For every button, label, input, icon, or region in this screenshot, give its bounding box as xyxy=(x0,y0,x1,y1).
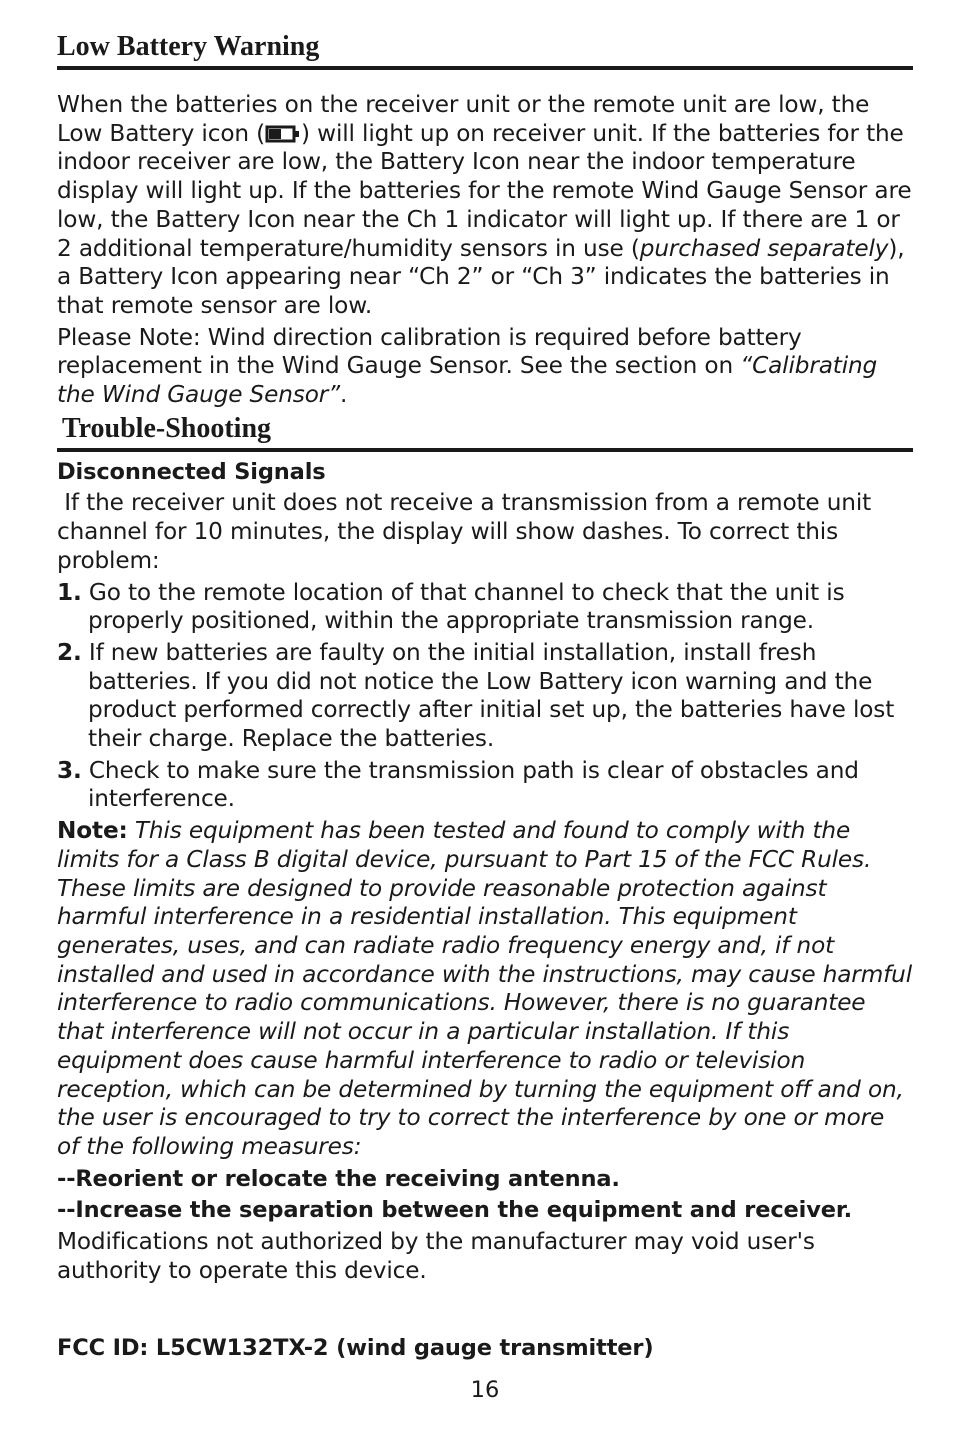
low-battery-heading: Low Battery Warning xyxy=(57,30,913,70)
trouble-shooting-heading: Trouble-Shooting xyxy=(57,412,913,452)
para1-text-a: When the batteries on the receiver unit or the remote unit are low, the Low Battery icon ( xyxy=(57,91,870,147)
measure-2: --Increase the separation between the equipment and receiver. xyxy=(57,1197,852,1224)
trouble-intro: If the receiver unit does not receive a transmission from a remote unit channel for 10 minutes, the display will show dashes. To correct this problem: xyxy=(57,489,879,574)
step-2 xyxy=(57,639,913,754)
para2-italic: “Calibrating the Wind Gauge Sensor” xyxy=(57,352,878,409)
para1-text-c: ), a Battery Icon appearing near “Ch 2” or “Ch 3” indicates the batteries in that remote sensor are low. xyxy=(57,234,905,319)
battery-icon xyxy=(265,124,301,144)
para2-text-a: Please Note: Wind direction calibration is required before battery replacement in the Wind Gauge Sensor. See the section on xyxy=(57,323,802,380)
low-battery-paragraph xyxy=(57,91,913,321)
para1-italic: purchased separately xyxy=(639,234,889,262)
note-label: Note: xyxy=(57,817,128,845)
disconnected-signals-subheading: Disconnected Signals xyxy=(57,458,326,485)
modifications-text: Modifications not authorized by the manufacturer may void user's authority to operate this device. xyxy=(57,1228,815,1284)
step-number: 3. xyxy=(57,756,82,784)
fcc-note xyxy=(57,817,913,1161)
step-text: Check to make sure the transmission path is clear of obstacles and interference. xyxy=(81,756,859,813)
para1-text-b: ) will light up on receiver unit. If the batteries for the indoor receiver are low, the Battery Icon near the indoor temperature display will light up. If the batteries for the remote Wind Gauge Sensor are low, the Battery Icon near the Ch 1 indicator will light up. If there are 1 or 2 additional temperature/humidity sensors in use ( xyxy=(57,119,912,262)
step-1 xyxy=(57,579,913,636)
step-text: Go to the remote location of that channel to check that the unit is properly positioned, within the appropriate transmission range. xyxy=(81,578,845,635)
measure-1: --Reorient or relocate the receiving antenna. xyxy=(57,1165,620,1192)
note-text: This equipment has been tested and found to comply with the limits for a Class B digital device, pursuant to Part 15 of the FCC Rules. These limits are designed to provide reasonable protection against harmful interference in a residential installation. This equipment generates, uses, and can radiate radio frequency energy and, if not installed and used in accordance with the instructions, may cause harmful interference to radio communications. However, there is no guarantee that interference will not occur in a particular installation. If this equipment does cause harmful interference to radio or television reception, which can be determined by turning the equipment off and on, the user is encouraged to try to correct the interference by one or more of the following measures: xyxy=(57,817,912,1160)
para2-text-b: . xyxy=(340,381,348,409)
step-text: If new batteries are faulty on the initial installation, install fresh batteries. If you did not notice the Low Battery icon warning and the product performed correctly after initial set up, the batteries have lost their charge. Replace the batteries. xyxy=(81,638,895,753)
step-3 xyxy=(57,757,913,814)
document-page xyxy=(57,30,913,1403)
step-number: 2. xyxy=(57,638,82,666)
page-number: 16 xyxy=(470,1377,500,1404)
fcc-id: FCC ID: L5CW132TX-2 (wind gauge transmitter) xyxy=(57,1335,654,1362)
step-number: 1. xyxy=(57,578,82,606)
calibration-note xyxy=(57,324,913,410)
